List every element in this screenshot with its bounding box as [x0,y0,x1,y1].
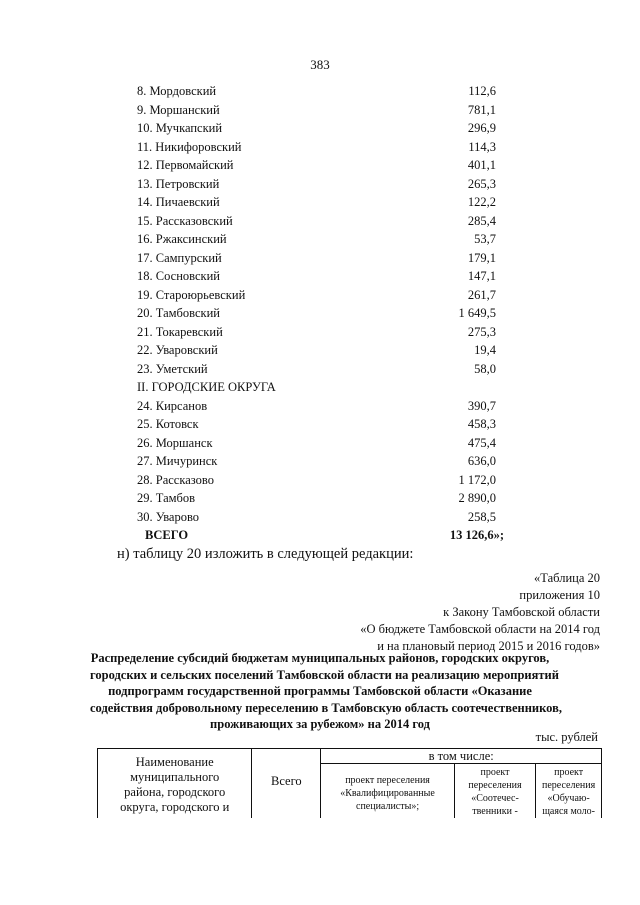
header-line: «Обучаю- [547,793,590,804]
header-line: переселения [541,780,596,791]
district-name: 9. Моршанский [137,102,220,117]
section-heading-row [0,380,640,398]
units-label: тыс. рублей [535,730,598,744]
list-item [0,510,640,528]
title-line: городских и сельских поселений Тамбовской области на реализацию мероприятий [90,667,559,682]
list-item [0,158,640,176]
district-value: 1 649,5 [458,306,496,320]
list-item [0,251,640,269]
district-name: 20. Тамбовский [137,306,220,320]
list-item [0,491,640,509]
district-value: 261,7 [467,287,496,302]
header-line: щаяся моло- [542,806,595,817]
district-value: 147,1 [467,269,496,283]
caption-line: приложения 10 [519,588,600,602]
city-value: 1 172,0 [458,472,496,487]
district-value: 19,4 [474,343,496,357]
table-header-row [98,749,602,764]
list-item [0,177,640,195]
city-name: 26. Моршанск [137,435,213,450]
district-value: 296,9 [467,121,496,135]
district-value: 265,3 [467,176,496,191]
district-value: 58,0 [474,361,496,376]
list-item [0,121,640,139]
district-name: 10. Мучкапский [137,121,223,135]
list-item [0,103,640,121]
header-line: переселения [468,780,522,791]
list-item [0,306,640,324]
title-line: проживающих за рубежом» на 2014 год [210,717,430,731]
header-line: проект переселения [345,775,430,786]
district-name: 23. Уметский [137,361,208,376]
district-name: 17. Сампурский [137,250,222,265]
district-value: 114,3 [468,139,496,154]
district-name: 16. Ржаксинский [137,232,227,246]
title-line: Распределение субсидий бюджетам муниципальных районов, городских округов, [90,651,550,665]
city-name: 29. Тамбов [137,491,196,505]
city-value: 390,7 [467,398,496,413]
city-value: 475,4 [467,435,496,450]
list-item [0,417,640,435]
district-value: 781,1 [467,102,496,117]
header-including-cell: в том числе: [321,749,602,764]
district-value: 401,1 [467,158,496,172]
header-line: муниципального [130,770,220,784]
city-name: 27. Мичуринск [137,454,218,468]
district-name: 13. Петровский [137,176,220,191]
district-value: 285,4 [467,213,496,228]
district-value: 112,6 [468,84,496,98]
list-item [0,436,640,454]
list-item [0,195,640,213]
list-item [0,232,640,250]
list-item [0,454,640,472]
caption-line: «Таблица 20 [534,571,600,585]
list-item [0,473,640,491]
list-item [0,84,640,102]
district-value: 179,1 [467,250,496,265]
caption-line: и на плановый период 2015 и 2016 годов» [377,639,600,653]
list-item [0,343,640,361]
table-title [90,650,562,733]
district-value: 53,7 [474,232,496,246]
instruction-text: н) таблицу 20 изложить в следующей редакции: [117,546,414,562]
district-name: 11. Никифоровский [137,139,242,154]
header-line: Наименование [135,755,214,769]
city-value: 636,0 [467,454,496,468]
list-item [0,140,640,158]
list-item [0,269,640,287]
list-item [0,362,640,380]
district-name: 8. Мордовский [137,84,217,98]
total-row [0,528,640,546]
header-line: специалисты»; [356,801,420,812]
city-value: 258,5 [467,509,496,524]
title-line: подпрограмм государственной программы Тамбовской области «Оказание [108,684,532,698]
district-name: 21. Токаревский [137,324,223,339]
district-name: 12. Первомайский [137,158,234,172]
page-bottom-margin [0,818,640,905]
city-name: 28. Рассказово [137,472,214,487]
caption-line: к Закону Тамбовской области [443,605,600,619]
district-name: 14. Пичаевский [137,195,220,209]
list-item [0,325,640,343]
district-name: 15. Рассказовский [137,213,233,228]
list-item [0,288,640,306]
caption-line: «О бюджете Тамбовской области на 2014 год [360,622,600,636]
section-heading: II. ГОРОДСКИЕ ОКРУГА [137,380,276,394]
city-value: 458,3 [467,417,496,431]
header-total-cell: Всего [252,749,321,831]
total-label: ВСЕГО [145,528,189,542]
header-line: района, городского [124,785,226,799]
list-item [0,214,640,232]
city-name: 30. Уварово [137,509,200,524]
page-number: 383 [310,57,330,72]
header-line: «Квалифицированные [340,788,435,799]
district-value: 275,3 [467,324,496,339]
title-line: содействия добровольному переселению в Тамбовскую область соотечественников, [90,700,562,715]
city-name: 25. Котовск [137,417,199,431]
list-item [0,399,640,417]
total-value: 13 126,6»; [449,528,504,542]
district-name: 22. Уваровский [137,343,218,357]
district-name: 19. Староюрьевский [137,287,246,302]
header-line: проект [480,767,510,778]
district-value: 122,2 [467,195,496,209]
city-name: 24. Кирсанов [137,398,208,413]
header-line: округа, городского и [120,800,230,814]
header-line: проект [554,767,584,778]
header-line: твенники - [472,806,518,817]
header-line: «Соотечес- [471,793,519,804]
city-value: 2 890,0 [458,491,496,505]
district-name: 18. Сосновский [137,269,220,283]
